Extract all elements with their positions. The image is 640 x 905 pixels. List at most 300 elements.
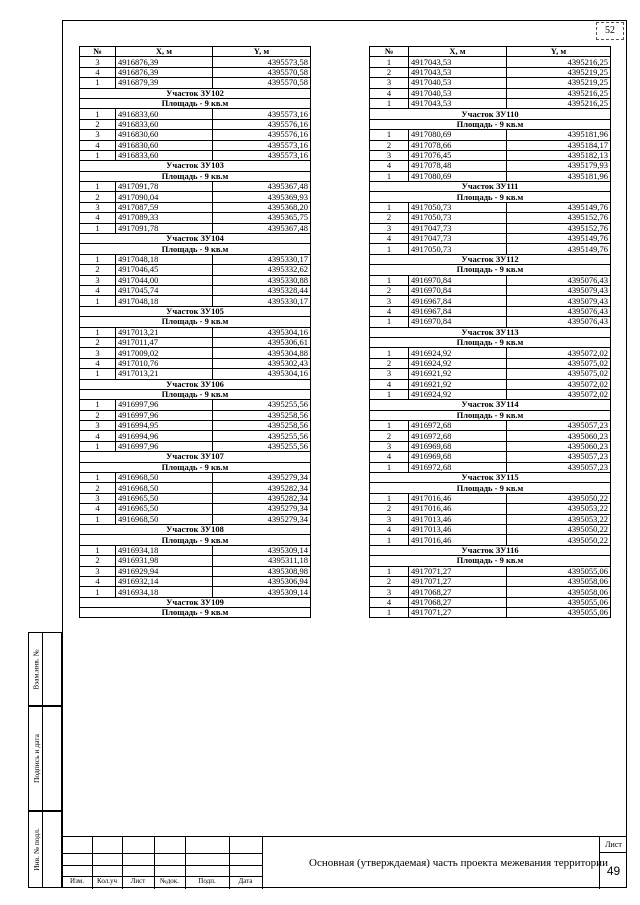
section-row (370, 182, 611, 192)
point-number: 3 (370, 369, 409, 379)
point-number: 4 (370, 597, 409, 607)
x-coordinate: 4917048,18 (116, 296, 213, 306)
y-coordinate: 4395304,88 (213, 348, 311, 358)
y-coordinate: 4395053,22 (507, 514, 611, 524)
x-coordinate: 4917048,18 (116, 254, 213, 264)
x-coordinate: 4917043,53 (409, 57, 507, 67)
table-row (370, 504, 611, 514)
point-number: 2 (370, 358, 409, 368)
point-number: 2 (80, 337, 116, 347)
point-number: 3 (370, 514, 409, 524)
table-row (370, 171, 611, 181)
x-coordinate: 4917013,21 (116, 369, 213, 379)
y-coordinate: 4395304,16 (213, 327, 311, 337)
table-row (80, 327, 311, 337)
point-number: 3 (370, 441, 409, 451)
point-number: 4 (370, 88, 409, 98)
inv-orig-cell (28, 811, 62, 888)
table-row (370, 452, 611, 462)
y-coordinate: 4395573,16 (213, 150, 311, 160)
x-coordinate: 4916970,84 (409, 285, 507, 295)
col-kol-uch: Кол.уч (97, 877, 117, 885)
point-number: 4 (370, 452, 409, 462)
point-number: 3 (370, 587, 409, 597)
y-coordinate: 4395058,06 (507, 587, 611, 597)
y-coordinate: 4395332,62 (213, 265, 311, 275)
section-heading: Площадь - 9 кв.м (370, 483, 611, 493)
point-number: 1 (370, 317, 409, 327)
sign-date-cell (28, 706, 62, 811)
table-row (80, 275, 311, 285)
y-coordinate: 4395182,13 (507, 150, 611, 160)
y-coordinate: 4395219,25 (507, 78, 611, 88)
replace-inv-label: Взам.инв. № (31, 648, 41, 690)
table-row (370, 441, 611, 451)
point-number: 1 (370, 275, 409, 285)
y-coordinate: 4395309,14 (213, 545, 311, 555)
table-row (80, 410, 311, 420)
x-coordinate: 4916876,39 (116, 57, 213, 67)
point-number: 1 (370, 98, 409, 108)
y-coordinate: 4395216,25 (507, 98, 611, 108)
section-heading: Площадь - 9 кв.м (80, 389, 311, 399)
x-coordinate: 4917044,00 (116, 275, 213, 285)
x-coordinate: 4916968,50 (116, 483, 213, 493)
table-row (80, 369, 311, 379)
point-number: 1 (370, 202, 409, 212)
section-row (80, 306, 311, 316)
y-coordinate: 4395255,56 (213, 431, 311, 441)
x-coordinate: 4917068,27 (409, 587, 507, 597)
section-row (80, 608, 311, 618)
point-number: 2 (370, 285, 409, 295)
x-coordinate: 4916965,50 (116, 504, 213, 514)
x-coordinate: 4917009,02 (116, 348, 213, 358)
y-coordinate: 4395367,48 (213, 223, 311, 233)
x-coordinate: 4917047,73 (409, 234, 507, 244)
x-coordinate: 4917071,27 (409, 608, 507, 618)
x-coordinate: 4916934,18 (116, 545, 213, 555)
section-row (370, 119, 611, 129)
x-coordinate: 4917050,73 (409, 202, 507, 212)
point-number: 1 (370, 608, 409, 618)
y-coordinate: 4395282,34 (213, 483, 311, 493)
point-number: 3 (370, 150, 409, 160)
document-title: Основная (утверждаемая) часть проекта межевания территории (262, 837, 640, 889)
section-row (80, 462, 311, 472)
point-number: 4 (370, 379, 409, 389)
section-row (370, 410, 611, 420)
table-row (370, 244, 611, 254)
table-row (80, 514, 311, 524)
y-coordinate: 4395255,56 (213, 441, 311, 451)
section-row (370, 192, 611, 202)
y-coordinate: 4395216,25 (507, 88, 611, 98)
table-row (370, 296, 611, 306)
table-row (370, 98, 611, 108)
y-coordinate: 4395055,06 (507, 597, 611, 607)
x-coordinate: 4916969,68 (409, 441, 507, 451)
point-number: 4 (80, 576, 116, 586)
table-row (80, 182, 311, 192)
section-row (370, 545, 611, 555)
section-row (370, 265, 611, 275)
table-row (80, 545, 311, 555)
section-heading: Площадь - 9 кв.м (80, 98, 311, 108)
x-coordinate: 4917080,69 (409, 171, 507, 181)
y-coordinate: 4395216,25 (507, 57, 611, 67)
x-coordinate: 4916994,95 (116, 421, 213, 431)
x-coordinate: 4916968,50 (116, 514, 213, 524)
point-number: 2 (80, 483, 116, 493)
x-coordinate: 4916972,68 (409, 462, 507, 472)
x-coordinate: 4916931,98 (116, 556, 213, 566)
table-row (80, 421, 311, 431)
y-coordinate: 4395076,43 (507, 275, 611, 285)
section-heading: Площадь - 9 кв.м (80, 171, 311, 181)
point-number: 3 (80, 130, 116, 140)
x-coordinate: 4917046,45 (116, 265, 213, 275)
sign-date-label: Подпись и дата (31, 734, 41, 783)
section-row (370, 556, 611, 566)
y-coordinate: 4395184,17 (507, 140, 611, 150)
section-row (80, 88, 311, 98)
table-row (370, 379, 611, 389)
x-coordinate: 4916972,68 (409, 431, 507, 441)
x-coordinate: 4916969,68 (409, 452, 507, 462)
x-coordinate: 4917040,53 (409, 78, 507, 88)
y-coordinate: 4395050,22 (507, 535, 611, 545)
table-row (80, 130, 311, 140)
table-row (80, 431, 311, 441)
y-coordinate: 4395306,94 (213, 576, 311, 586)
y-coordinate: 4395149,76 (507, 202, 611, 212)
y-coordinate: 4395570,58 (213, 67, 311, 77)
x-coordinate: 4916968,50 (116, 473, 213, 483)
sheet-number: 49 (599, 853, 627, 889)
section-row (80, 389, 311, 399)
point-number: 3 (80, 202, 116, 212)
section-row (370, 327, 611, 337)
x-coordinate: 4916970,84 (409, 317, 507, 327)
section-row (370, 337, 611, 347)
point-number: 1 (370, 171, 409, 181)
point-number: 2 (370, 140, 409, 150)
y-coordinate: 4395152,76 (507, 213, 611, 223)
point-number: 3 (370, 296, 409, 306)
section-heading: Участок ЗУ105 (80, 306, 311, 316)
x-coordinate: 4917040,53 (409, 88, 507, 98)
point-number: 1 (80, 182, 116, 192)
section-heading: Участок ЗУ112 (370, 254, 611, 264)
y-coordinate: 4395060,23 (507, 431, 611, 441)
point-number: 4 (80, 140, 116, 150)
section-heading: Площадь - 9 кв.м (370, 119, 611, 129)
table-row (80, 254, 311, 264)
y-coordinate: 4395152,76 (507, 223, 611, 233)
table-row (80, 337, 311, 347)
x-coordinate: 4916997,96 (116, 400, 213, 410)
table-row (80, 576, 311, 586)
table-row (370, 421, 611, 431)
x-coordinate: 4917080,69 (409, 130, 507, 140)
x-coordinate: 4916970,84 (409, 275, 507, 285)
table-row (80, 504, 311, 514)
y-coordinate: 4395076,43 (507, 306, 611, 316)
point-number: 1 (80, 223, 116, 233)
x-coordinate: 4917043,53 (409, 67, 507, 77)
y-coordinate: 4395573,58 (213, 57, 311, 67)
point-number: 4 (80, 285, 116, 295)
y-coordinate: 4395365,75 (213, 213, 311, 223)
y-coordinate: 4395072,02 (507, 348, 611, 358)
x-coordinate: 4916997,96 (116, 441, 213, 451)
point-number: 4 (80, 67, 116, 77)
point-number: 3 (370, 223, 409, 233)
x-coordinate: 4916934,18 (116, 587, 213, 597)
point-number: 4 (80, 504, 116, 514)
table-row (370, 348, 611, 358)
y-coordinate: 4395328,44 (213, 285, 311, 295)
table-row (80, 150, 311, 160)
x-coordinate: 4917087,59 (116, 202, 213, 212)
section-row (80, 535, 311, 545)
x-coordinate: 4916967,84 (409, 306, 507, 316)
table-row (370, 213, 611, 223)
coordinates-table-left (79, 46, 311, 618)
point-number: 2 (80, 410, 116, 420)
y-coordinate: 4395050,22 (507, 493, 611, 503)
y-coordinate: 4395057,23 (507, 452, 611, 462)
col-podp: Подп. (198, 877, 216, 885)
table-row (370, 389, 611, 399)
section-row (370, 109, 611, 119)
x-coordinate: 4916924,92 (409, 389, 507, 399)
y-coordinate: 4395576,16 (213, 119, 311, 129)
point-number: 4 (370, 234, 409, 244)
y-coordinate: 4395075,02 (507, 358, 611, 368)
point-number: 1 (370, 462, 409, 472)
table-row (80, 109, 311, 119)
y-coordinate: 4395057,23 (507, 462, 611, 472)
x-coordinate: 4917016,46 (409, 493, 507, 503)
table-row (80, 213, 311, 223)
section-heading: Участок ЗУ103 (80, 161, 311, 171)
point-number: 1 (370, 493, 409, 503)
x-coordinate: 4917045,74 (116, 285, 213, 295)
section-heading: Участок ЗУ102 (80, 88, 311, 98)
point-number: 1 (370, 421, 409, 431)
col-header-no: № (370, 47, 409, 57)
table-row (370, 608, 611, 618)
header-row (370, 47, 611, 57)
section-row (80, 452, 311, 462)
title-block (62, 836, 627, 888)
point-number: 3 (80, 57, 116, 67)
table-row (80, 223, 311, 233)
section-heading: Площадь - 9 кв.м (80, 244, 311, 254)
y-coordinate: 4395330,88 (213, 275, 311, 285)
point-number: 1 (370, 130, 409, 140)
section-heading: Площадь - 9 кв.м (370, 265, 611, 275)
coordinates-table-right (369, 46, 611, 618)
table-row (370, 535, 611, 545)
x-coordinate: 4917016,46 (409, 535, 507, 545)
y-coordinate: 4395075,02 (507, 369, 611, 379)
col-ndok: №док. (160, 877, 179, 885)
point-number: 2 (370, 67, 409, 77)
section-heading: Площадь - 9 кв.м (80, 535, 311, 545)
point-number: 2 (80, 192, 116, 202)
section-heading: Участок ЗУ116 (370, 545, 611, 555)
y-coordinate: 4395573,16 (213, 140, 311, 150)
point-number: 1 (80, 545, 116, 555)
y-coordinate: 4395055,06 (507, 566, 611, 576)
y-coordinate: 4395079,43 (507, 285, 611, 295)
table-row (370, 57, 611, 67)
table-row (80, 67, 311, 77)
y-coordinate: 4395309,14 (213, 587, 311, 597)
x-coordinate: 4916972,68 (409, 421, 507, 431)
point-number: 2 (370, 576, 409, 586)
point-number: 1 (370, 348, 409, 358)
x-coordinate: 4917091,78 (116, 182, 213, 192)
y-coordinate: 4395219,25 (507, 67, 611, 77)
table-row (80, 587, 311, 597)
table-row (80, 348, 311, 358)
point-number: 1 (370, 566, 409, 576)
x-coordinate: 4916924,92 (409, 348, 507, 358)
point-number: 3 (80, 421, 116, 431)
y-coordinate: 4395369,93 (213, 192, 311, 202)
section-row (80, 98, 311, 108)
section-heading: Площадь - 9 кв.м (80, 317, 311, 327)
section-heading: Участок ЗУ108 (80, 524, 311, 534)
y-coordinate: 4395181,96 (507, 171, 611, 181)
point-number: 1 (370, 244, 409, 254)
section-heading: Площадь - 9 кв.м (370, 192, 611, 202)
point-number: 1 (80, 587, 116, 597)
col-izm: Изм. (70, 877, 84, 885)
table-row (80, 493, 311, 503)
revision-grid (62, 837, 262, 889)
y-coordinate: 4395050,22 (507, 524, 611, 534)
point-number: 4 (80, 213, 116, 223)
x-coordinate: 4917013,21 (116, 327, 213, 337)
section-row (80, 161, 311, 171)
x-coordinate: 4916879,39 (116, 78, 213, 88)
point-number: 1 (80, 369, 116, 379)
y-coordinate: 4395255,56 (213, 400, 311, 410)
point-number: 1 (80, 109, 116, 119)
y-coordinate: 4395079,43 (507, 296, 611, 306)
sheet-stamp: 52 (596, 22, 624, 40)
x-coordinate: 4916833,60 (116, 150, 213, 160)
section-heading: Участок ЗУ111 (370, 182, 611, 192)
section-row (80, 379, 311, 389)
table-row (370, 358, 611, 368)
section-heading: Участок ЗУ109 (80, 597, 311, 607)
table-row (80, 119, 311, 129)
x-coordinate: 4917091,78 (116, 223, 213, 233)
section-heading: Участок ЗУ107 (80, 452, 311, 462)
table-row (370, 275, 611, 285)
point-number: 4 (370, 306, 409, 316)
table-row (370, 202, 611, 212)
table-row (370, 431, 611, 441)
point-number: 1 (370, 535, 409, 545)
table-row (370, 587, 611, 597)
y-coordinate: 4395179,93 (507, 161, 611, 171)
table-row (370, 67, 611, 77)
table-row (80, 566, 311, 576)
point-number: 1 (80, 514, 116, 524)
point-number: 1 (80, 254, 116, 264)
x-coordinate: 4916965,50 (116, 493, 213, 503)
table-row (80, 483, 311, 493)
point-number: 4 (80, 431, 116, 441)
table-row (370, 566, 611, 576)
x-coordinate: 4916833,60 (116, 119, 213, 129)
table-row (370, 88, 611, 98)
point-number: 3 (80, 275, 116, 285)
table-row (370, 223, 611, 233)
table-row (80, 140, 311, 150)
y-coordinate: 4395304,16 (213, 369, 311, 379)
table-row (370, 514, 611, 524)
x-coordinate: 4917016,46 (409, 504, 507, 514)
table-row (80, 556, 311, 566)
section-row (80, 244, 311, 254)
section-heading: Площадь - 9 кв.м (370, 337, 611, 347)
table-row (370, 524, 611, 534)
y-coordinate: 4395055,06 (507, 608, 611, 618)
point-number: 4 (80, 358, 116, 368)
table-row (80, 57, 311, 67)
col-header-y: Y, м (213, 47, 311, 57)
y-coordinate: 4395570,58 (213, 78, 311, 88)
section-row (80, 524, 311, 534)
section-heading: Участок ЗУ106 (80, 379, 311, 389)
point-number: 1 (80, 327, 116, 337)
table-row (370, 317, 611, 327)
y-coordinate: 4395282,34 (213, 493, 311, 503)
y-coordinate: 4395058,06 (507, 576, 611, 586)
col-header-x: X, м (409, 47, 507, 57)
table-row (370, 130, 611, 140)
y-coordinate: 4395072,02 (507, 379, 611, 389)
y-coordinate: 4395149,76 (507, 234, 611, 244)
table-row (80, 358, 311, 368)
table-row (370, 597, 611, 607)
y-coordinate: 4395053,22 (507, 504, 611, 514)
point-number: 1 (80, 78, 116, 88)
section-row (370, 400, 611, 410)
point-number: 1 (80, 400, 116, 410)
y-coordinate: 4395057,23 (507, 421, 611, 431)
y-coordinate: 4395279,34 (213, 514, 311, 524)
table-row (370, 462, 611, 472)
point-number: 1 (370, 57, 409, 67)
table-row (80, 265, 311, 275)
inv-orig-label: Инв. № подл. (31, 828, 41, 871)
section-heading: Площадь - 9 кв.м (80, 462, 311, 472)
x-coordinate: 4917050,73 (409, 244, 507, 254)
col-header-x: X, м (116, 47, 213, 57)
x-coordinate: 4917089,33 (116, 213, 213, 223)
section-row (80, 597, 311, 607)
y-coordinate: 4395367,48 (213, 182, 311, 192)
